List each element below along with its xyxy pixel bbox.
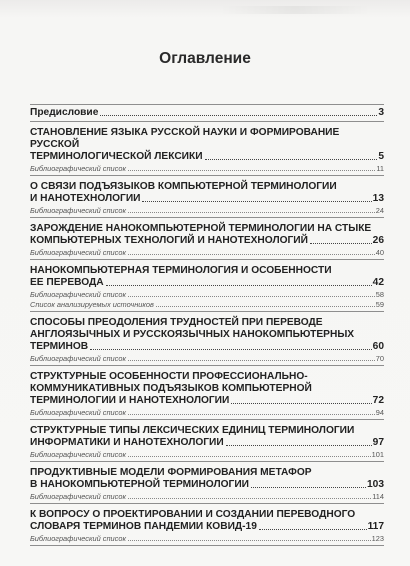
- toc-subentry-page: 114: [372, 492, 384, 501]
- toc-heading: НАНОКОМПЬЮТЕРНАЯ ТЕРМИНОЛОГИЯ И ОСОБЕННОСТИ: [30, 265, 332, 276]
- toc-heading-line: [30, 223, 384, 235]
- toc-heading: СЛОВАРЯ ТЕРМИНОВ ПАНДЕМИИ КОВИД-19: [30, 521, 257, 532]
- dot-leader: [128, 360, 375, 361]
- dot-leader: [106, 285, 372, 286]
- toc-subentry-title: Библиографический список: [30, 408, 126, 417]
- dot-leader: [100, 115, 377, 116]
- toc-subentry: [30, 164, 384, 173]
- toc-subentry-page: 58: [375, 290, 384, 299]
- dot-leader: [310, 243, 372, 244]
- toc-subentry: [30, 408, 384, 417]
- toc-heading-line: [30, 329, 384, 341]
- toc-page-number: 60: [372, 341, 384, 352]
- dot-leader: [156, 306, 375, 307]
- toc-entry: [30, 317, 384, 366]
- toc-subentry-title: Библиографический список: [30, 164, 126, 173]
- toc-heading-line: [30, 193, 384, 205]
- toc-subentry-page: 59: [375, 300, 384, 309]
- toc-entry: [30, 509, 384, 546]
- toc-heading: КОММУНИКАТИВНЫХ ПОДЪЯЗЫКОВ КОМПЬЮТЕРНОЙ: [30, 383, 312, 394]
- toc-subentry-page: 24: [375, 206, 384, 215]
- toc-subentry: [30, 206, 384, 215]
- toc-page-number: 72: [372, 395, 384, 406]
- toc-heading: В НАНОКОМПЬЮТЕРНОЙ ТЕРМИНОЛОГИИ: [30, 479, 249, 490]
- toc-heading: И НАНОТЕХНОЛОГИИ: [30, 193, 141, 204]
- toc-heading-line: [30, 437, 384, 449]
- toc-heading: О СВЯЗИ ПОДЪЯЗЫКОВ КОМПЬЮТЕРНОЙ ТЕРМИНОЛОГИИ: [30, 181, 337, 192]
- toc-heading-line: [30, 395, 384, 407]
- toc-heading: СПОСОБЫ ПРЕОДОЛЕНИЯ ТРУДНОСТЕЙ ПРИ ПЕРЕВОДЕ: [30, 317, 323, 328]
- toc-heading: КОМПЬЮТЕРНЫХ ТЕХНОЛОГИЙ И НАНОТЕХНОЛОГИЙ: [30, 235, 308, 246]
- dot-leader: [259, 529, 367, 530]
- dot-leader: [128, 498, 371, 499]
- toc-heading-line: [30, 371, 384, 383]
- toc-heading-line: [30, 181, 384, 193]
- toc-heading-line: [30, 467, 384, 479]
- toc-subentry: [30, 450, 384, 459]
- toc-heading: СТРУКТУРНЫЕ ТИПЫ ЛЕКСИЧЕСКИХ ЕДИНИЦ ТЕРМИНОЛОГИИ: [30, 425, 355, 436]
- toc-heading-line: [30, 521, 384, 533]
- page-smudge: [220, 6, 370, 14]
- toc-heading-line: [30, 151, 384, 163]
- toc-entry: [30, 265, 384, 312]
- toc-entry: [30, 371, 384, 420]
- toc-heading-line: [30, 479, 384, 491]
- toc-heading-line: [30, 235, 384, 247]
- page-title: Оглавление: [159, 50, 251, 67]
- toc-entry: [30, 181, 384, 218]
- toc-page-number: 26: [372, 235, 384, 246]
- toc-page-number: 117: [367, 521, 384, 532]
- toc-subentry: [30, 290, 384, 299]
- dot-leader: [251, 487, 366, 488]
- toc-page-number: 103: [367, 479, 384, 490]
- toc-entry: [30, 104, 384, 122]
- toc-entry: [30, 223, 384, 260]
- toc-heading: ПРОДУКТИВНЫЕ МОДЕЛИ ФОРМИРОВАНИЯ МЕТАФОР: [30, 467, 312, 478]
- toc-heading: ТЕРМИНОЛОГИЧЕСКОЙ ЛЕКСИКИ: [30, 151, 203, 162]
- toc-entry: [30, 425, 384, 462]
- toc-entry: [30, 127, 384, 176]
- toc-heading: ЕЕ ПЕРЕВОДА: [30, 277, 104, 288]
- toc-heading: СТРУКТУРНЫЕ ОСОБЕННОСТИ ПРОФЕССИОНАЛЬНО-: [30, 371, 308, 382]
- toc-subentry-page: 11: [376, 164, 384, 173]
- toc-subentry-page: 101: [371, 450, 384, 459]
- toc-subentry-page: 70: [375, 354, 384, 363]
- dot-leader: [128, 540, 371, 541]
- toc-heading: СТАНОВЛЕНИЕ ЯЗЫКА РУССКОЙ НАУКИ И ФОРМИРОВАНИЕ РУССКОЙ: [30, 127, 340, 150]
- toc-heading-line: [30, 107, 384, 119]
- dot-leader: [128, 296, 375, 297]
- toc-subentry-title: Библиографический список: [30, 450, 126, 459]
- dot-leader: [128, 254, 375, 255]
- toc-subentry-page: 123: [371, 534, 384, 543]
- toc-subentry-page: 94: [375, 408, 384, 417]
- table-of-contents: [30, 104, 384, 551]
- toc-subentry-title: Библиографический список: [30, 492, 126, 501]
- dot-leader: [128, 212, 375, 213]
- toc-subentry-title: Библиографический список: [30, 354, 126, 363]
- toc-heading: АНГЛОЯЗЫЧНЫХ И РУССКОЯЗЫЧНЫХ НАНОКОМПЬЮТЕРНЫХ: [30, 329, 355, 340]
- dot-leader: [226, 445, 372, 446]
- toc-heading-line: [30, 127, 384, 151]
- toc-subentry: [30, 300, 384, 309]
- toc-page-number: 13: [372, 193, 384, 204]
- toc-subentry-title: Библиографический список: [30, 534, 126, 543]
- toc-subentry: [30, 492, 384, 501]
- toc-heading: ЗАРОЖДЕНИЕ НАНОКОМПЬЮТЕРНОЙ ТЕРМИНОЛОГИИ НА СТЫКЕ: [30, 223, 372, 234]
- toc-heading: ТЕРМИНОЛОГИИ И НАНОТЕХНОЛОГИИ: [30, 395, 230, 406]
- dot-leader: [128, 456, 371, 457]
- toc-page-number: 5: [378, 151, 384, 162]
- toc-heading-line: [30, 509, 384, 521]
- toc-heading-line: [30, 317, 384, 329]
- dot-leader: [128, 414, 375, 415]
- toc-subentry-title: Список анализируемых источников: [30, 300, 154, 309]
- toc-subentry-title: Библиографический список: [30, 290, 126, 299]
- toc-heading: К ВОПРОСУ О ПРОЕКТИРОВАНИИ И СОЗДАНИИ ПЕРЕВОДНОГО: [30, 509, 356, 520]
- dot-leader: [128, 170, 375, 171]
- toc-subentry-page: 40: [375, 248, 384, 257]
- toc-heading-line: [30, 277, 384, 289]
- dot-leader: [205, 159, 378, 160]
- toc-heading-line: [30, 341, 384, 353]
- toc-heading-line: [30, 383, 384, 395]
- dot-leader: [142, 201, 371, 202]
- toc-heading-line: [30, 265, 384, 277]
- dot-leader: [90, 349, 372, 350]
- toc-heading-line: [30, 425, 384, 437]
- dot-leader: [231, 403, 371, 404]
- toc-page-number: 42: [372, 277, 384, 288]
- toc-page-number: 3: [378, 107, 384, 118]
- toc-heading: ТЕРМИНОВ: [30, 341, 89, 352]
- toc-subentry: [30, 534, 384, 543]
- toc-subentry: [30, 354, 384, 363]
- toc-page-number: 97: [372, 437, 384, 448]
- toc-subentry-title: Библиографический список: [30, 248, 126, 257]
- toc-subentry-title: Библиографический список: [30, 206, 126, 215]
- toc-heading: ИНФОРМАТИКИ И НАНОТЕХНОЛОГИИ: [30, 437, 224, 448]
- toc-entry: [30, 467, 384, 504]
- toc-subentry: [30, 248, 384, 257]
- toc-heading: Предисловие: [30, 107, 99, 118]
